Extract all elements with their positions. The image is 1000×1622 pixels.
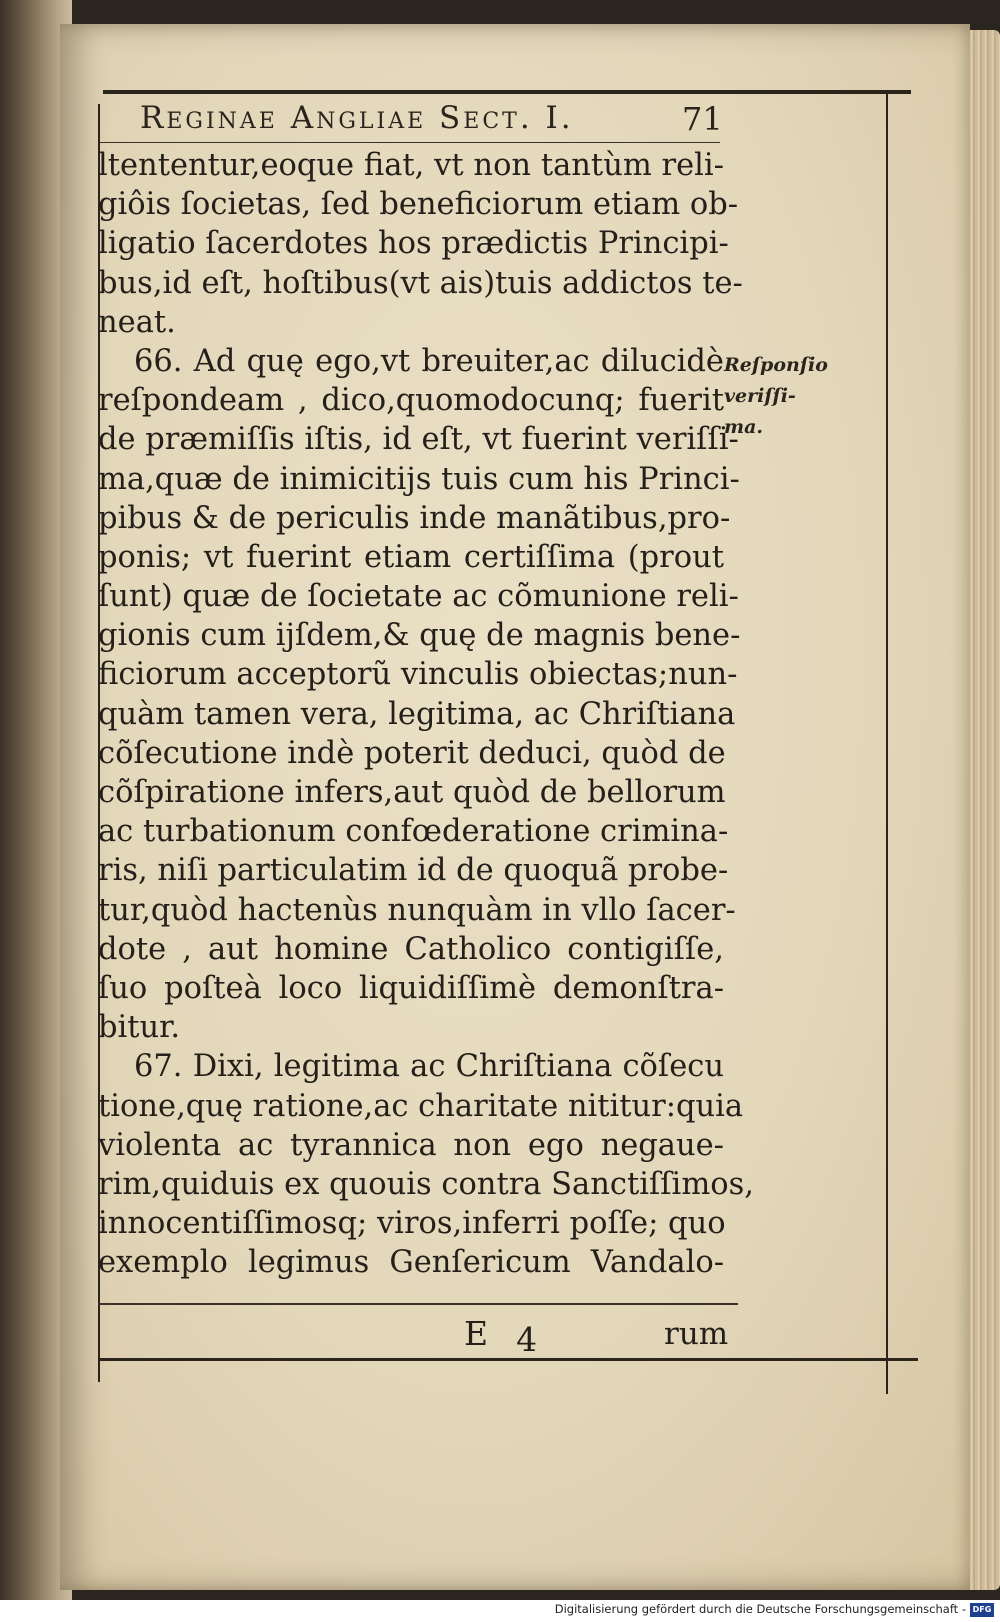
text-line: neat. [98,304,176,340]
catchword: rum [664,1316,729,1352]
text-line: violenta ac tyrannica non ego negaue- [98,1127,724,1163]
text-line: tione,quę ratione,ac charitate nititur:quia [98,1088,744,1124]
text-line: ac turbationum confœderatione crimina- [98,814,729,850]
text-line: bus,id eſt, hoſtibus(vt ais)tuis addictos te- [98,265,743,301]
marginal-note-line: ma. [724,416,764,438]
running-title: Reginae Angliae Sect. I. [140,100,574,136]
marginal-note-line: veriſſi- [724,385,796,407]
frame-rule-top [103,90,911,94]
funding-credit: Digitalisierung gefördert durch die Deutsche Forschungsgemeinschaft - [554,1602,966,1616]
text-line: ponis; vt fuerint etiam certiſſima (prout [98,539,724,575]
digitization-footer [0,1600,1000,1622]
text-line: ſunt) quæ de ſocietate ac cõmunione reli- [98,579,739,615]
dfg-logo: DFG [970,1603,994,1617]
text-bottom-rule [98,1303,738,1305]
text-line: ris, niſi particulatim id de quoquã probe- [98,853,729,889]
text-line: 66. Ad quę ego,vt breuiter,ac dilucidè [134,343,724,379]
text-line: giôis ſocietas, ſed beneficiorum etiam ob- [98,187,739,223]
header-rule [100,142,720,143]
text-line: de præmiſſis iſtis, id eſt, vt fuerint veriſſi- [98,422,739,458]
text-line: dote , aut homine Catholico contigiſſe, [98,931,724,967]
text-line: ma,quæ de inimicitijs tuis cum his Princi- [98,461,740,497]
signature-letter: E [464,1314,489,1353]
text-line: cõſpiratione infers,aut quòd de bellorum [98,775,726,810]
text-line: exemplo legimus Genſericum Vandalo- [98,1245,724,1281]
text-line: bitur. [98,1010,181,1046]
text-line: pibus & de periculis inde manãtibus,pro- [98,500,731,536]
marginal-note [724,350,836,443]
text-line: rim,quiduis ex quouis contra Sanctiſſimos, [98,1166,754,1202]
page-number: 71 [682,100,723,138]
text-line: ligatio ſacerdotes hos prædictis Principi- [98,226,729,262]
text-line: ſuo poſteà loco liquidiſſimè demonſtra- [98,970,724,1006]
frame-rule-right [886,94,888,1394]
text-line: cõſecutione indè poterit deduci, quòd de [98,735,726,771]
text-line: ltententur,eoque fiat, vt non tantùm reli- [98,148,724,183]
text-line: quàm tamen vera, legitima, ac Chriſtiana [98,696,736,732]
signature-mark [464,1314,538,1359]
text-line: tur,quòd hactenùs nunquàm in vllo ſacer- [98,892,736,928]
text-line: 67. Dixi, legitima ac Chriſtiana cõſecu [134,1049,724,1085]
body-text [98,146,754,1282]
text-line: innocentiſſimosq; viros,inferri poſſe; quo [98,1206,726,1242]
marginal-note-line: Reſponſio [724,354,828,376]
signature-number: 4 [516,1320,538,1359]
text-line: reſpondeam , dico,quomodocunq; fuerit [98,383,724,419]
frame-rule-bottom [98,1358,918,1361]
book-page [60,24,970,1590]
text-line: gionis cum ijſdem,& quę de magnis bene- [98,618,741,654]
text-line: ficiorum acceptorũ vinculis obiectas;nun- [98,657,738,693]
